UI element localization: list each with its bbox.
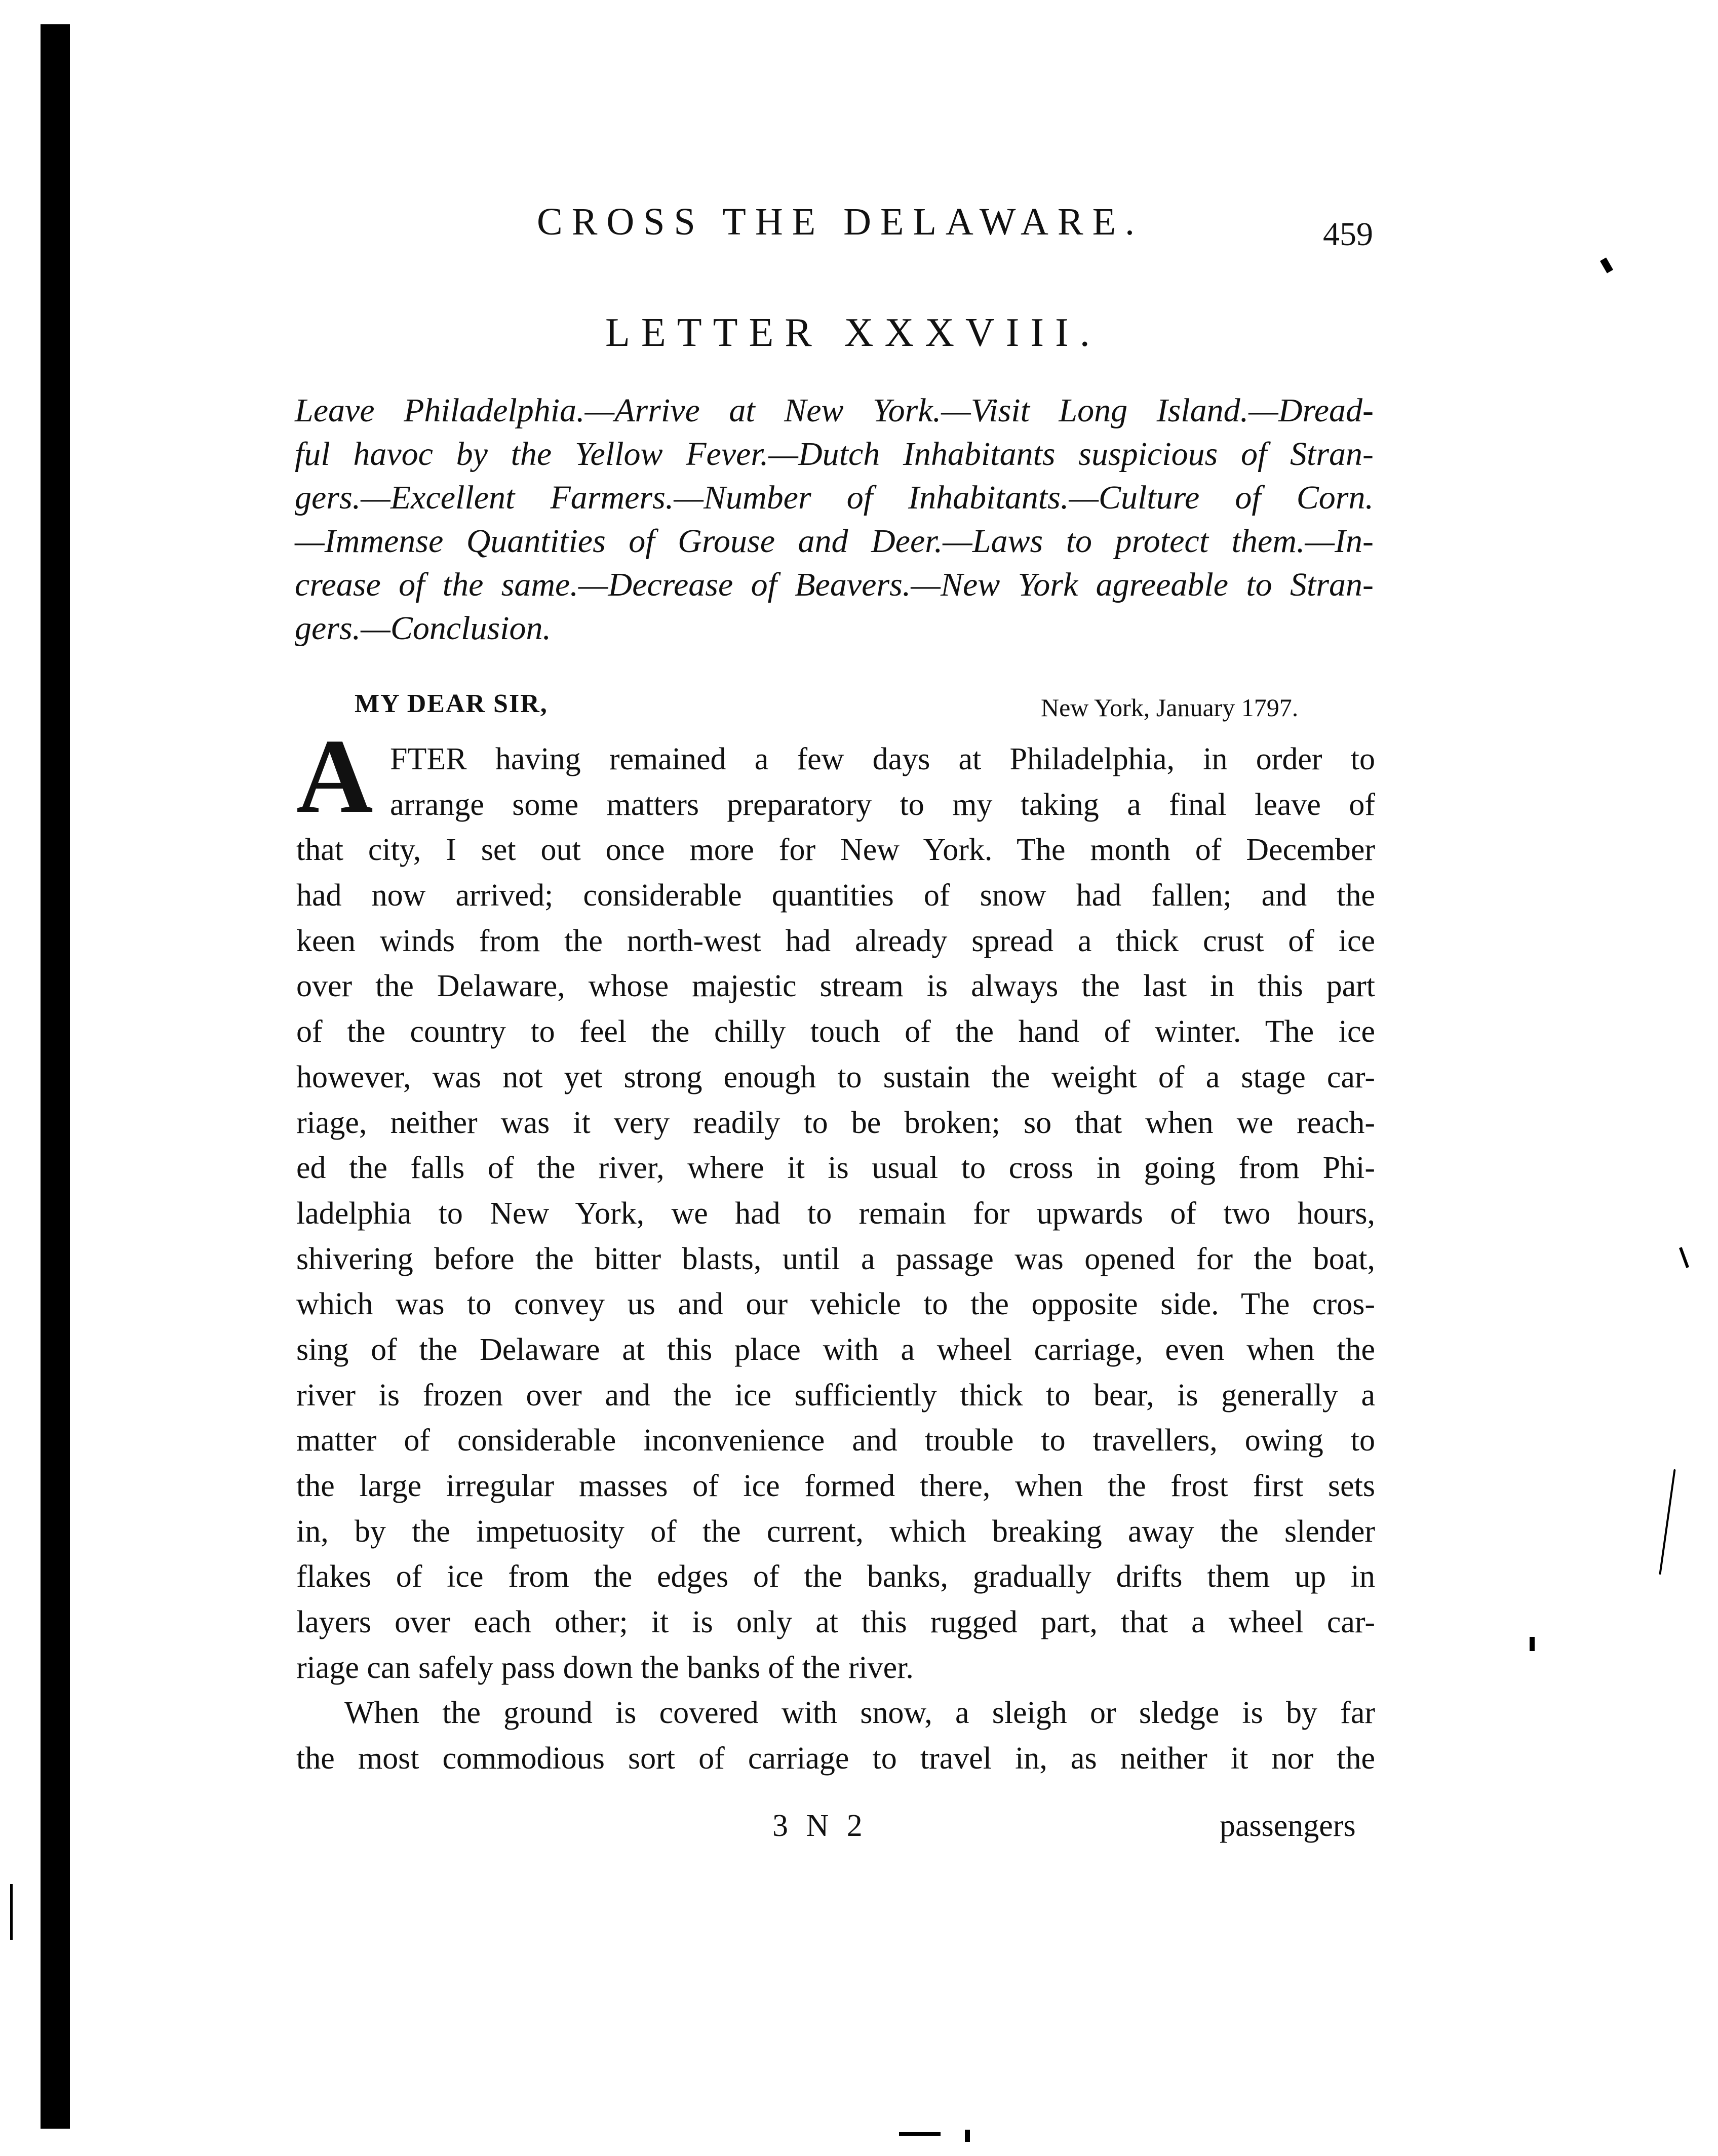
body-line: over the Delaware, whose majestic stream is always the last in this part — [296, 969, 1375, 1004]
body-line: ladelphia to New York, we had to remain for upwards of two hours, — [296, 1196, 1375, 1231]
body-line: arrange some matters preparatory to my taking a final leave of — [390, 787, 1375, 822]
body-line: had now arrived; considerable quantities of snow had fallen; and the — [296, 878, 1375, 913]
running-head: CROSS THE DELAWARE. — [537, 201, 1144, 243]
drop-cap: A — [296, 718, 373, 835]
body-line: matter of considerable inconvenience and trouble to travellers, owing to — [296, 1423, 1375, 1458]
summary-line: ful havoc by the Yellow Fever.—Dutch Inhabitants suspicious of Stran- — [295, 436, 1374, 473]
scan-speck — [899, 2132, 941, 2136]
body-line: shivering before the bitter blasts, until a passage was opened for the boat, — [296, 1241, 1375, 1276]
body-line: river is frozen over and the ice sufficiently thick to bear, is generally a — [296, 1378, 1375, 1413]
body-line: riage, neither was it very readily to be broken; so that when we reach- — [296, 1105, 1375, 1140]
body-line: sing of the Delaware at this place with a wheel carriage, even when the — [296, 1332, 1375, 1367]
body-line: ed the falls of the river, where it is usual to cross in going from Phi- — [296, 1151, 1375, 1186]
body-line: however, was not yet strong enough to sustain the weight of a stage car- — [296, 1060, 1375, 1094]
binding-edge-shadow — [41, 24, 70, 2129]
scan-speck — [1679, 1247, 1689, 1268]
dateline: New York, January 1797. — [1041, 693, 1299, 722]
summary-line: Leave Philadelphia.—Arrive at New York.—Visit Long Island.—Dread- — [295, 392, 1374, 429]
body-line: keen winds from the north-west had already spread a thick crust of ice — [296, 923, 1375, 958]
body-line: which was to convey us and our vehicle to the opposite side. The cros- — [296, 1287, 1375, 1322]
body-line: When the ground is covered with snow, a sleigh or sledge is by far — [344, 1696, 1375, 1731]
letter-summary — [295, 389, 1374, 650]
scan-speck — [1659, 1469, 1675, 1575]
summary-line: gers.—Excellent Farmers.—Number of Inhabitants.—Culture of Corn. — [295, 479, 1374, 516]
body-line: FTER having remained a few days at Philadelphia, in order to — [390, 742, 1375, 776]
body-line: that city, I set out once more for New York. The month of December — [296, 833, 1375, 868]
body-line: flakes of ice from the edges of the banks, gradually drifts them up in — [296, 1559, 1375, 1594]
letter-title: LETTER XXXVIII. — [605, 310, 1101, 355]
page-number: 459 — [1323, 216, 1373, 253]
summary-line: —Immense Quantities of Grouse and Deer.—Laws to protect them.—In- — [295, 523, 1374, 560]
scan-speck — [1600, 257, 1613, 273]
body-line: the most commodious sort of carriage to travel in, as neither it nor the — [296, 1741, 1375, 1776]
catchword: passengers — [1220, 1809, 1356, 1843]
body-line: the large irregular masses of ice formed there, when the frost first sets — [296, 1469, 1375, 1503]
body-line: layers over each other; it is only at this rugged part, that a wheel car- — [296, 1605, 1375, 1640]
body-line: in, by the impetuosity of the current, which breaking away the slender — [296, 1514, 1375, 1549]
scan-speck — [10, 1884, 13, 1940]
body-line: riage can safely pass down the banks of the river. — [296, 1650, 914, 1685]
body-line: of the country to feel the chilly touch of the hand of winter. The ice — [296, 1014, 1375, 1049]
summary-line: crease of the same.—Decrease of Beavers.—New York agreeable to Stran- — [295, 566, 1374, 603]
signature-mark: 3 N 2 — [772, 1809, 868, 1843]
scan-speck — [1530, 1637, 1535, 1651]
letter-body — [296, 737, 1375, 1782]
summary-line: gers.—Conclusion. — [295, 610, 552, 647]
salutation: MY DEAR SIR, — [355, 689, 548, 718]
scan-speck — [965, 2130, 970, 2142]
